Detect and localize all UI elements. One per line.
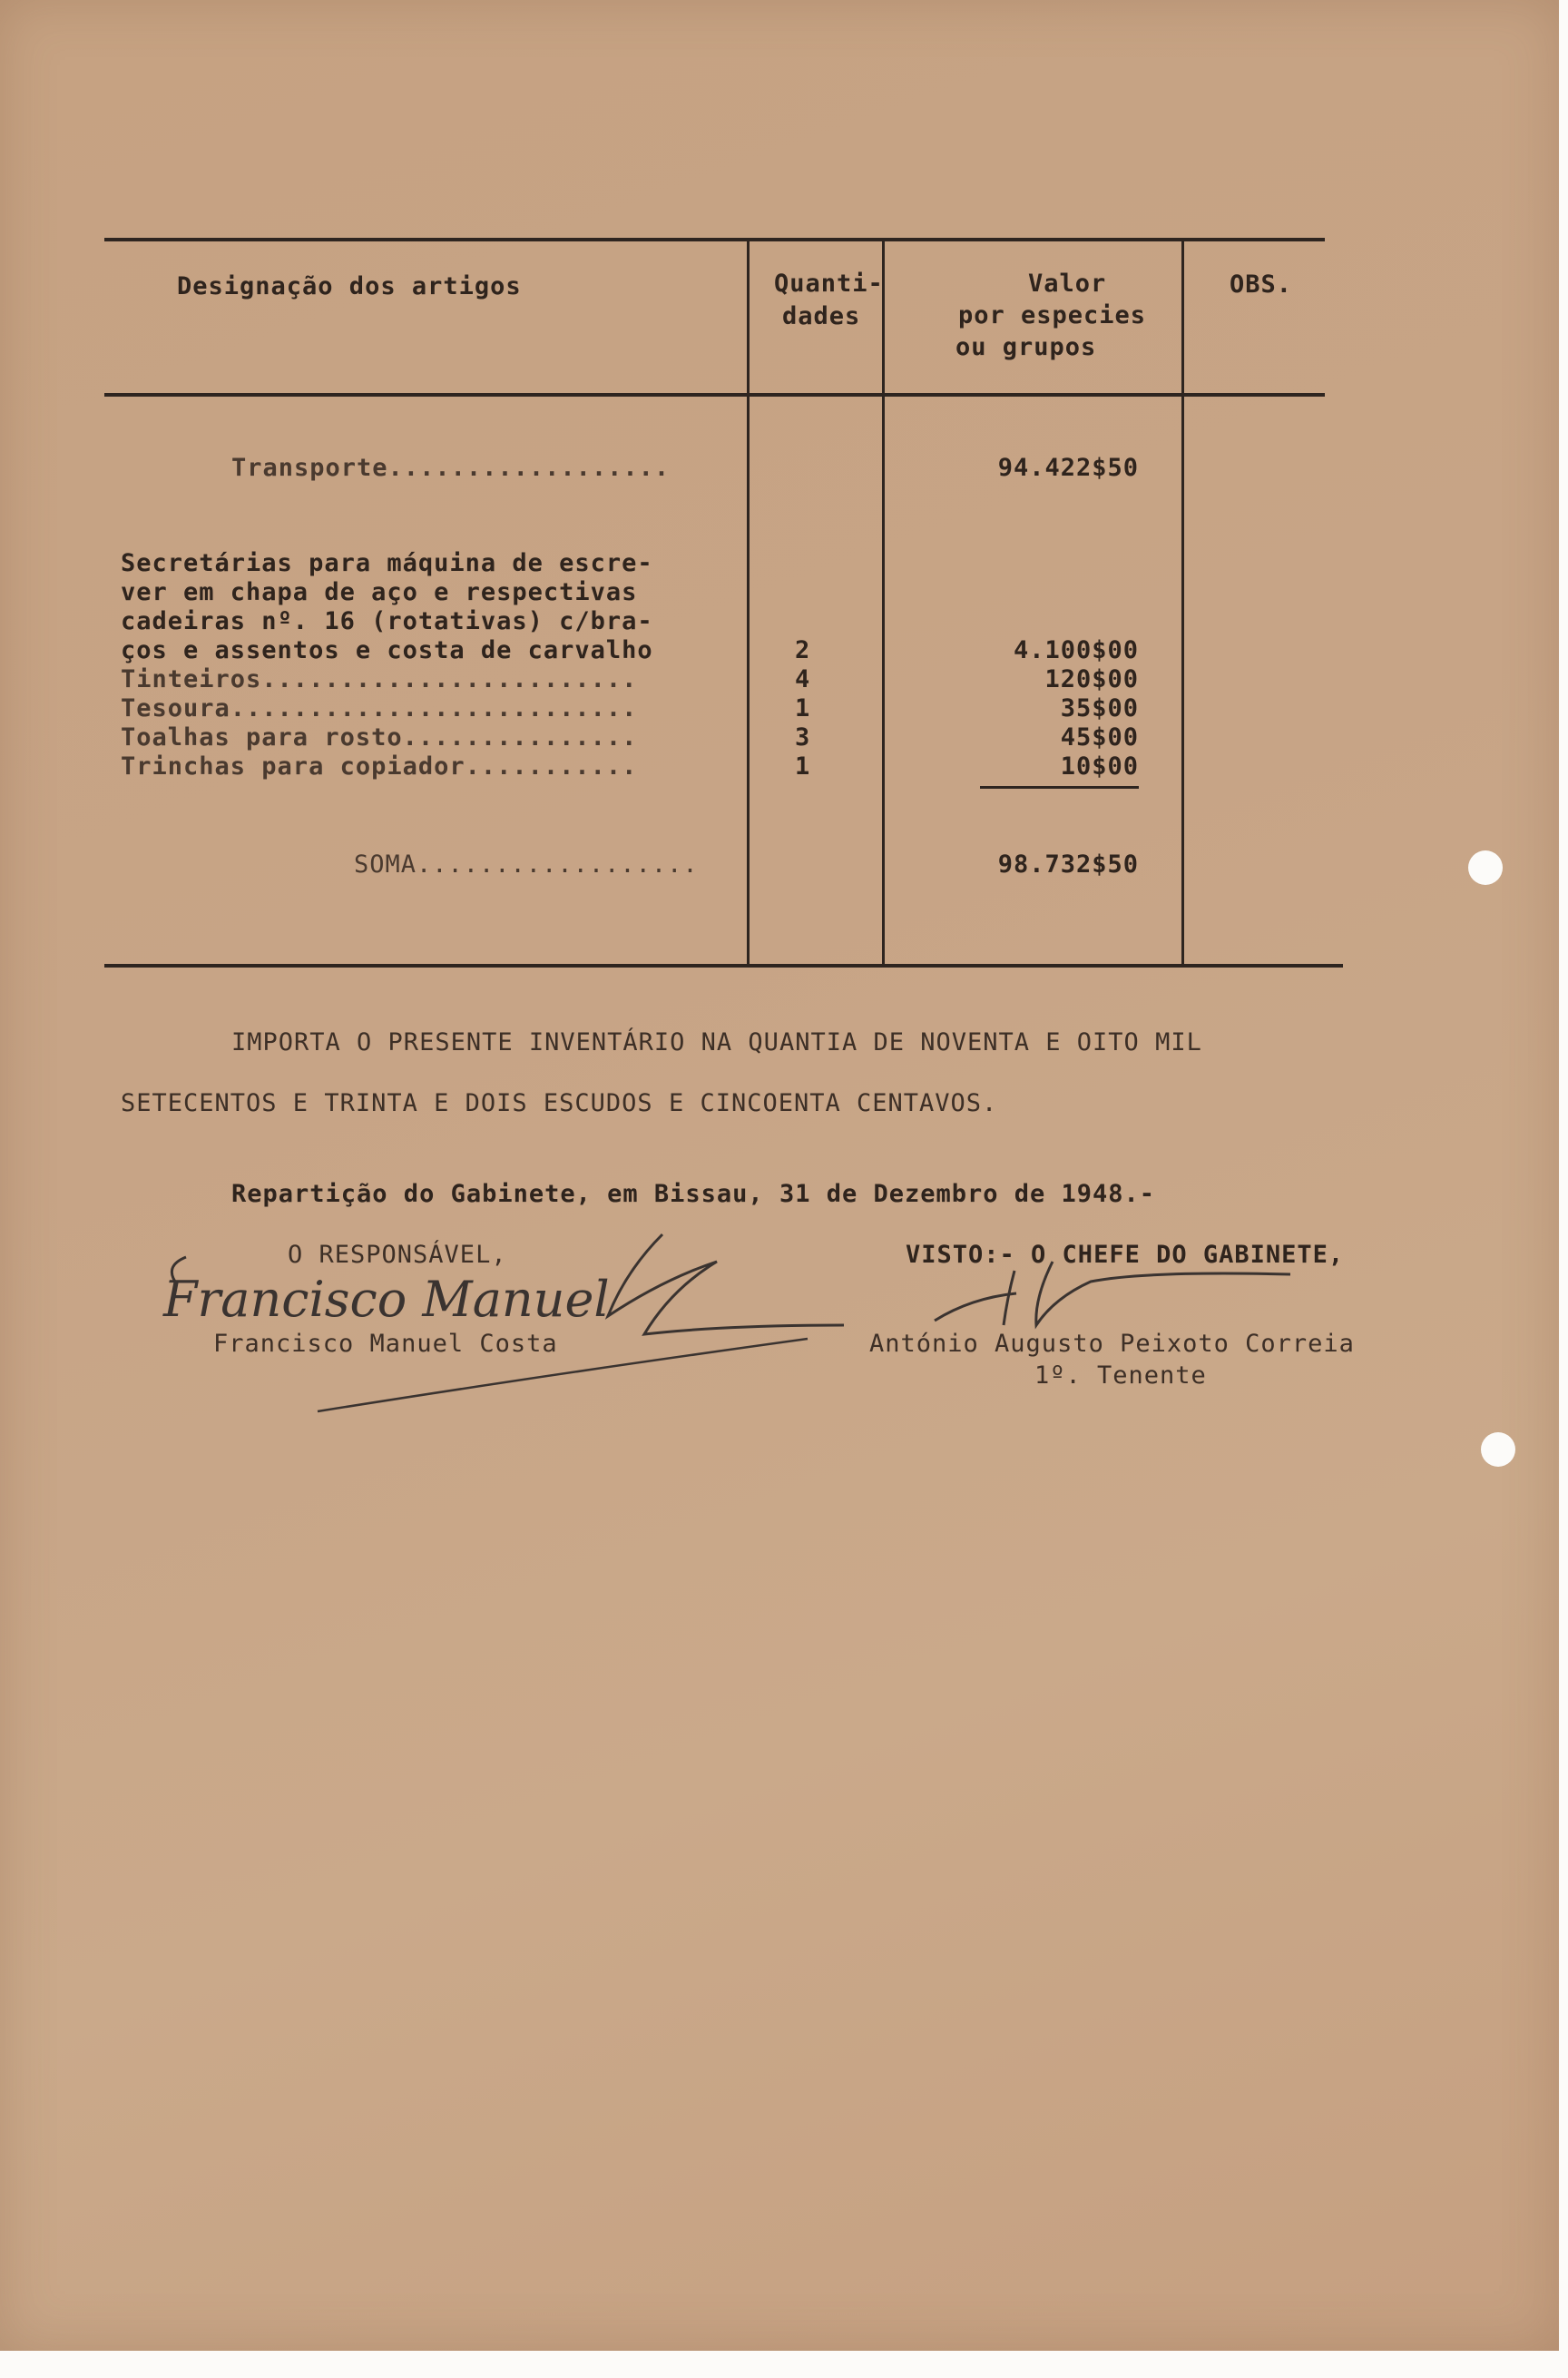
header-quantities-2: dades [782,302,861,330]
row-5-qty: 1 [795,752,811,781]
row-2-value: 120$00 [1044,665,1139,693]
header-designation: Designação dos artigos [177,272,522,300]
statement-line-2: SETECENTOS E TRINTA E DOIS ESCUDOS E CINCOENTA CENTAVOS. [121,1089,998,1117]
right-signature-name: António Augusto Peixoto Correia [869,1330,1355,1358]
row-2-label: Tinteiros........................ [121,665,638,693]
transport-value: 94.422$50 [997,454,1139,482]
header-quantities-1: Quanti- [774,270,884,298]
item-desc-line-4: ços e assentos e costa de carvalho [121,636,653,664]
table-col-divider-3 [1181,238,1184,966]
punch-hole-top [1468,850,1503,885]
row-3-value: 35$00 [1060,694,1139,722]
row-1-qty: 2 [795,636,811,664]
table-top-rule [104,238,1325,241]
row-3-qty: 1 [795,694,811,722]
transport-label: Transporte.................. [231,454,671,482]
row-2-qty: 4 [795,665,811,693]
header-value-3: ou grupos [956,333,1097,361]
right-signature-title: VISTO:- O CHEFE DO GABINETE, [906,1241,1345,1269]
header-value-1: Valor [1028,270,1107,298]
table-col-divider-1 [747,238,750,966]
row-5-value: 10$00 [1060,752,1139,781]
statement-line-1: IMPORTA O PRESENTE INVENTÁRIO NA QUANTIA DE NOVENTA E OITO MIL [231,1028,1202,1056]
punch-hole-bottom [1481,1432,1515,1467]
right-signature-rank: 1º. Tenente [1034,1361,1207,1390]
left-signature-name: Francisco Manuel Costa [213,1330,558,1358]
left-signature-title: O RESPONSÁVEL, [288,1241,507,1269]
header-obs: OBS. [1230,270,1293,299]
item-desc-line-2: ver em chapa de aço e respectivas [121,578,638,606]
item-desc-line-3: cadeiras nº. 16 (rotativas) c/bra- [121,607,653,635]
row-1-value: 4.100$00 [1013,636,1139,664]
row-5-label: Trinchas para copiador........... [121,752,638,781]
left-handwriting-text: Francisco Manuel [163,1271,610,1328]
table-bottom-rule [104,964,1343,968]
table-header-rule [104,393,1325,397]
place-date: Repartição do Gabinete, em Bissau, 31 de Dezembro de 1948.- [231,1180,1156,1208]
table-col-divider-2 [882,238,885,966]
header-value-2: por especies [958,301,1147,329]
subtotal-underline [980,786,1139,789]
sum-label: SOMA.................. [354,850,699,879]
right-handwritten-signature [916,1253,1307,1343]
row-3-label: Tesoura.......................... [121,694,638,722]
row-4-qty: 3 [795,723,811,752]
item-desc-line-1: Secretárias para máquina de escre- [121,549,653,577]
row-4-label: Toalhas para rosto............... [121,723,638,752]
row-4-value: 45$00 [1060,723,1139,752]
left-handwritten-signature [154,1216,862,1425]
sum-value: 98.732$50 [997,850,1139,879]
